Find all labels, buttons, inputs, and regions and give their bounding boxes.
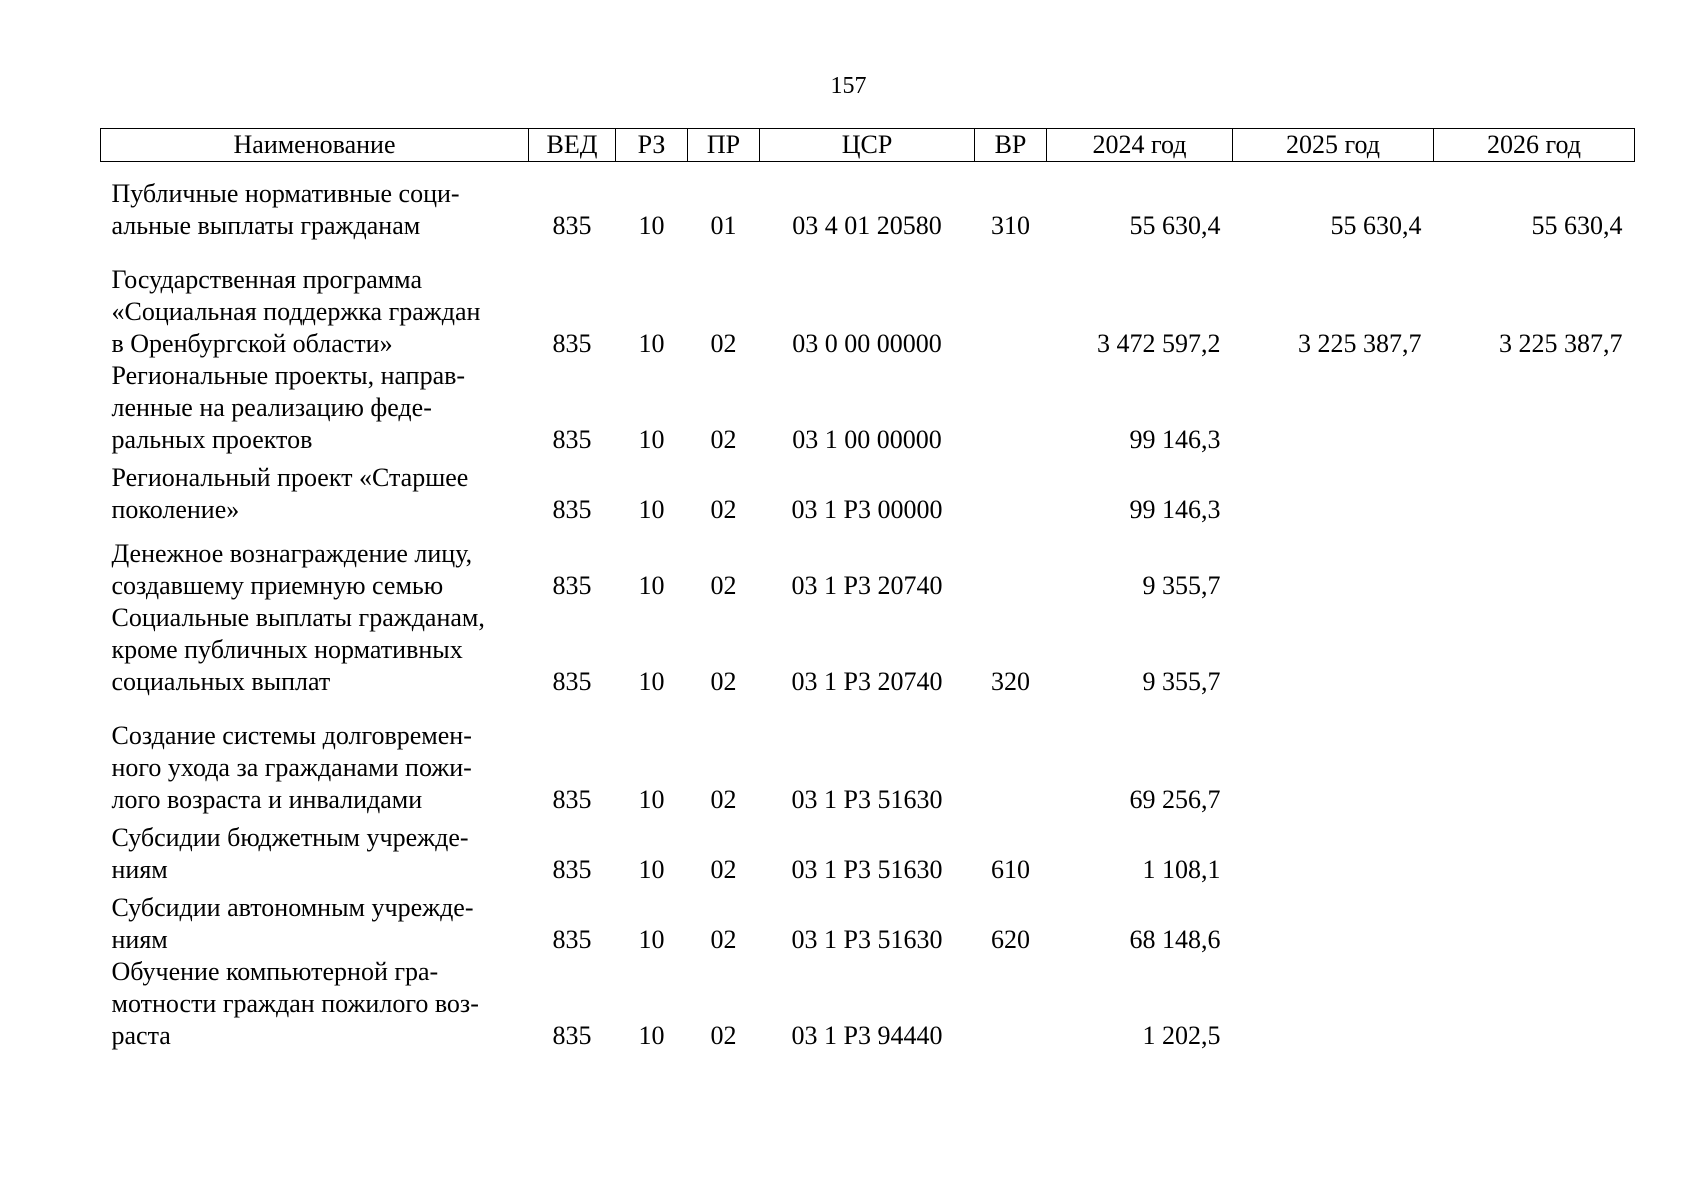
header-2025: 2025 год	[1233, 129, 1434, 162]
cell-csr: 03 1 Р3 20740	[791, 667, 943, 696]
cell-2024: 9 355,7	[1142, 667, 1221, 696]
cell-pr: 02	[710, 855, 737, 884]
table-row	[101, 360, 1635, 456]
cell-csr: 03 4 01 20580	[792, 211, 942, 240]
cell-rz: 10	[638, 855, 665, 884]
cell-name: Создание системы долговремен- ного ухода за гражданами пожи- лого возраста и инвалидами	[111, 721, 472, 814]
cell-name: Субсидии бюджетным учрежде- ниям	[111, 823, 469, 884]
cell-name: Субсидии автономным учрежде- ниям	[111, 893, 474, 954]
table-header-row	[101, 129, 1635, 162]
cell-2024: 55 630,4	[1129, 211, 1221, 240]
cell-2025	[1233, 956, 1434, 1052]
table-row	[101, 956, 1635, 1052]
cell-ved: 835	[552, 571, 592, 600]
cell-2024: 99 146,3	[1129, 425, 1221, 454]
table-row	[101, 602, 1635, 698]
cell-2026	[1434, 526, 1635, 602]
cell-2025	[1233, 886, 1434, 956]
cell-2024: 1 202,5	[1142, 1021, 1221, 1050]
cell-2026	[1434, 886, 1635, 956]
cell-pr: 02	[710, 925, 737, 954]
cell-rz: 10	[638, 495, 665, 524]
cell-vr	[975, 526, 1047, 602]
cell-vr: 310	[991, 211, 1030, 240]
cell-vr: 320	[991, 667, 1030, 696]
cell-pr: 02	[710, 1021, 737, 1050]
cell-ved: 835	[552, 667, 592, 696]
cell-vr	[975, 242, 1047, 360]
cell-name: Социальные выплаты гражданам, кроме публичных нормативных социальных выплат	[111, 603, 485, 696]
cell-2025: 3 225 387,7	[1298, 329, 1422, 358]
cell-name: Региональные проекты, направ- ленные на реализацию феде- ральных проектов	[111, 361, 466, 454]
header-2026: 2026 год	[1434, 129, 1635, 162]
cell-2024: 69 256,7	[1129, 785, 1221, 814]
cell-rz: 10	[638, 785, 665, 814]
cell-ved: 835	[552, 855, 592, 884]
cell-pr: 02	[710, 329, 737, 358]
cell-ved: 835	[552, 329, 592, 358]
header-ved: ВЕД	[529, 129, 616, 162]
cell-2025	[1233, 456, 1434, 526]
cell-2026	[1434, 816, 1635, 886]
cell-2026	[1434, 956, 1635, 1052]
header-2024: 2024 год	[1047, 129, 1233, 162]
cell-vr: 610	[991, 855, 1030, 884]
cell-rz: 10	[638, 571, 665, 600]
cell-pr: 02	[710, 667, 737, 696]
cell-csr: 03 1 00 00000	[792, 425, 942, 454]
cell-csr: 03 1 Р3 00000	[791, 495, 943, 524]
cell-pr: 02	[710, 495, 737, 524]
cell-csr: 03 1 Р3 94440	[791, 1021, 943, 1050]
cell-2024: 3 472 597,2	[1097, 329, 1221, 358]
cell-2026: 3 225 387,7	[1499, 329, 1623, 358]
cell-ved: 835	[552, 495, 592, 524]
cell-rz: 10	[638, 211, 665, 240]
cell-rz: 10	[638, 329, 665, 358]
cell-2024: 1 108,1	[1142, 855, 1221, 884]
cell-vr: 620	[991, 925, 1030, 954]
cell-ved: 835	[552, 785, 592, 814]
cell-vr	[975, 698, 1047, 816]
cell-pr: 01	[710, 211, 737, 240]
cell-rz: 10	[638, 425, 665, 454]
cell-ved: 835	[552, 1021, 592, 1050]
cell-name: Обучение компьютерной гра- мотности граждан пожилого воз- раста	[111, 957, 479, 1050]
table-row	[101, 162, 1635, 243]
cell-2024: 68 148,6	[1129, 925, 1221, 954]
cell-csr: 03 1 Р3 51630	[791, 785, 943, 814]
cell-csr: 03 1 Р3 20740	[791, 571, 943, 600]
table-row	[101, 242, 1635, 360]
cell-pr: 02	[710, 571, 737, 600]
cell-pr: 02	[710, 425, 737, 454]
cell-2024: 99 146,3	[1129, 495, 1221, 524]
cell-2025	[1233, 360, 1434, 456]
header-name: Наименование	[101, 129, 529, 162]
cell-name: Денежное вознаграждение лицу, создавшему приемную семью	[111, 539, 473, 600]
table-row	[101, 886, 1635, 956]
cell-vr	[975, 456, 1047, 526]
cell-ved: 835	[552, 925, 592, 954]
table-row	[101, 526, 1635, 602]
table-row	[101, 698, 1635, 816]
cell-csr: 03 0 00 00000	[792, 329, 942, 358]
cell-ved: 835	[552, 425, 592, 454]
cell-pr: 02	[710, 785, 737, 814]
budget-table	[100, 128, 1635, 1052]
cell-rz: 10	[638, 1021, 665, 1050]
table-body	[101, 162, 1635, 1053]
cell-2025	[1233, 698, 1434, 816]
cell-2025	[1233, 816, 1434, 886]
cell-name: Публичные нормативные соци- альные выплаты гражданам	[111, 179, 460, 240]
cell-2026	[1434, 456, 1635, 526]
cell-vr	[975, 360, 1047, 456]
cell-rz: 10	[638, 667, 665, 696]
cell-2026	[1434, 698, 1635, 816]
cell-vr	[975, 956, 1047, 1052]
cell-2024: 9 355,7	[1142, 571, 1221, 600]
table-row	[101, 816, 1635, 886]
cell-2025	[1233, 526, 1434, 602]
header-csr: ЦСР	[760, 129, 975, 162]
table-row	[101, 456, 1635, 526]
cell-rz: 10	[638, 925, 665, 954]
cell-2026	[1434, 602, 1635, 698]
cell-csr: 03 1 Р3 51630	[791, 925, 943, 954]
cell-ved: 835	[552, 211, 592, 240]
cell-csr: 03 1 Р3 51630	[791, 855, 943, 884]
cell-name: Региональный проект «Старшее поколение»	[111, 463, 469, 524]
header-vr: ВР	[975, 129, 1047, 162]
header-pr: ПР	[688, 129, 760, 162]
cell-2026: 55 630,4	[1531, 211, 1623, 240]
page-number: 157	[830, 73, 867, 99]
cell-2025	[1233, 602, 1434, 698]
cell-2025: 55 630,4	[1330, 211, 1422, 240]
cell-name: Государственная программа «Социальная поддержка граждан в Оренбургской области»	[111, 265, 481, 358]
header-rz: РЗ	[616, 129, 688, 162]
cell-2026	[1434, 360, 1635, 456]
